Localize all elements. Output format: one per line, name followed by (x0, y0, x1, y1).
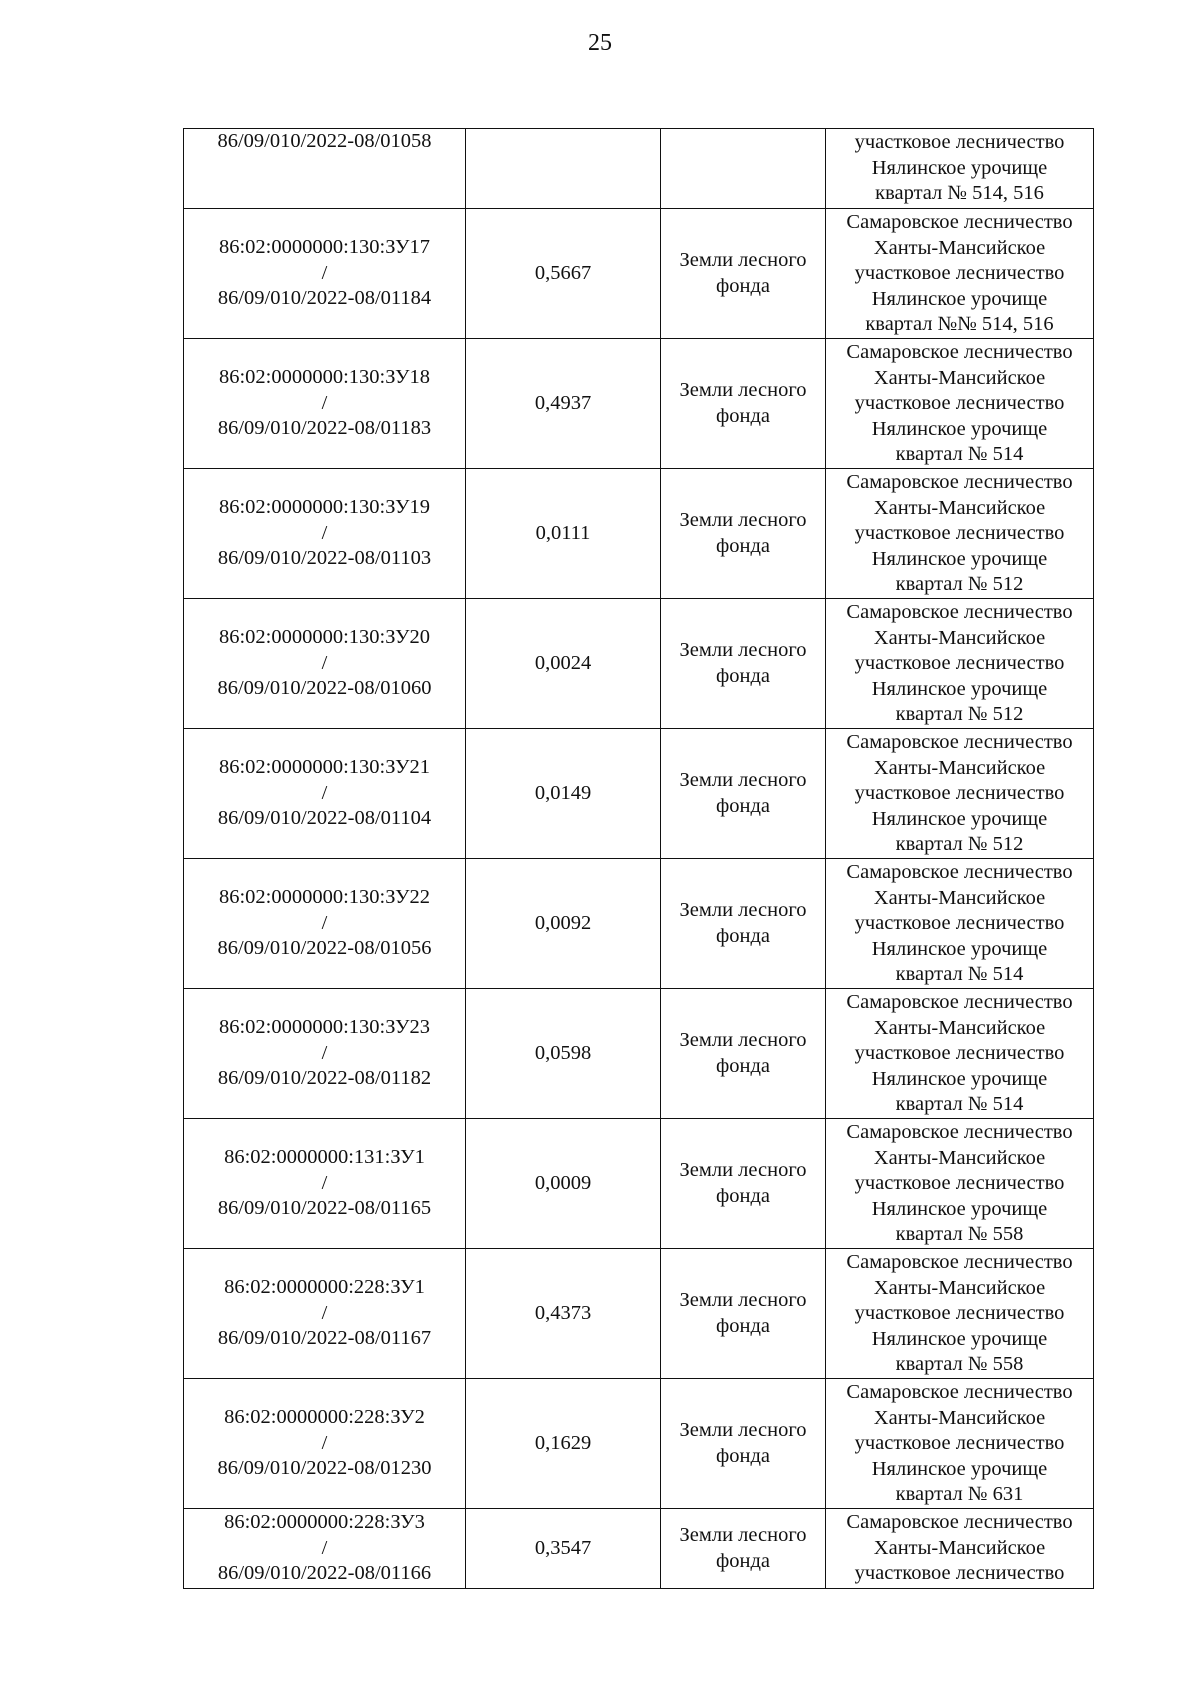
cadastral-number-cell (184, 129, 466, 209)
location-line: квартал № 514 (895, 443, 1024, 465)
cadastral-number-line: 86/09/010/2022-08/01230 (217, 1457, 432, 1480)
cadastral-number-line: / (321, 391, 328, 414)
location-cell (826, 339, 1094, 469)
area-value: 0,0598 (534, 1041, 592, 1064)
area-cell (466, 1119, 661, 1249)
land-category-cell (661, 859, 826, 989)
cadastral-number-line: 86:02:0000000:130:ЗУ18 (218, 366, 431, 389)
location-line: Нялинское урочище (871, 156, 1048, 179)
land-category-line: Земли лесного (679, 249, 807, 271)
location-cell (826, 1119, 1094, 1249)
table-row (184, 469, 1094, 599)
table-row (184, 1249, 1094, 1379)
cadastral-number-line: / (321, 1041, 328, 1064)
cadastral-number-line: / (321, 1171, 328, 1194)
land-category-line: фонда (715, 924, 771, 947)
cadastral-number-line: 86:02:0000000:130:ЗУ23 (218, 1016, 431, 1039)
location-line: участковое лесничество (854, 782, 1065, 804)
location-line: квартал № 514, 516 (875, 182, 1044, 204)
location-line: квартал № 512 (895, 573, 1024, 595)
location-line: Нялинское урочище (871, 1067, 1048, 1090)
location-line: Ханты-Мансийское (873, 496, 1046, 519)
location-cell (826, 1509, 1094, 1589)
location-line: Нялинское урочище (871, 937, 1048, 960)
cadastral-number-line: 86/09/010/2022-08/01060 (217, 677, 432, 700)
location-line: Ханты-Мансийское (873, 756, 1046, 779)
cadastral-number-cell (184, 1119, 466, 1249)
location-line: квартал № 558 (895, 1353, 1024, 1375)
cadastral-number-line: 86/09/010/2022-08/01166 (217, 1562, 432, 1585)
location-line: квартал № 514 (895, 1093, 1024, 1115)
table-row (184, 729, 1094, 859)
location-line: Нялинское урочище (871, 1197, 1048, 1220)
cadastral-number-line: 86:02:0000000:228:ЗУ3 (224, 1511, 425, 1534)
location-line: участковое лесничество (854, 1432, 1065, 1454)
location-cell (826, 729, 1094, 859)
area-cell (466, 599, 661, 729)
land-category-line: Земли лесного (679, 1029, 807, 1051)
cadastral-number-line: 86/09/010/2022-08/01104 (217, 807, 432, 830)
cadastral-number-line: / (321, 911, 328, 934)
table-body (184, 129, 1094, 1589)
location-line: участковое лесничество (854, 262, 1065, 284)
location-line: Ханты-Мансийское (873, 626, 1046, 649)
land-category-cell (661, 989, 826, 1119)
land-category-line: фонда (715, 664, 771, 687)
land-category-line: фонда (715, 1314, 771, 1337)
land-category-line: фонда (715, 534, 771, 557)
cadastral-number-line: 86/09/010/2022-08/01167 (217, 1327, 432, 1350)
cadastral-number-cell (184, 859, 466, 989)
cadastral-number-line: 86/09/010/2022-08/01183 (217, 417, 432, 440)
location-line: Самаровское лесничество (846, 1511, 1073, 1533)
cadastral-number-line: / (321, 521, 328, 544)
area-value: 0,0149 (534, 781, 592, 804)
location-line: квартал №№ 514, 516 (865, 313, 1054, 335)
land-category-line: фонда (715, 794, 771, 817)
land-category-line: Земли лесного (679, 1524, 807, 1546)
location-line: Ханты-Мансийское (873, 886, 1046, 909)
location-line: участковое лесничество (854, 652, 1065, 674)
land-category-cell (661, 339, 826, 469)
area-cell (466, 859, 661, 989)
cadastral-number-line: 86/09/010/2022-08/01184 (217, 287, 432, 310)
area-value: 0,3547 (534, 1536, 592, 1559)
land-category-cell (661, 1509, 826, 1589)
cadastral-number-cell (184, 1249, 466, 1379)
cadastral-number-line: / (321, 781, 328, 804)
cadastral-number-line: 86:02:0000000:130:ЗУ19 (218, 496, 431, 519)
table-row (184, 1379, 1094, 1509)
cadastral-number-line: / (321, 1301, 328, 1324)
cadastral-number-cell (184, 729, 466, 859)
table-row (184, 129, 1094, 209)
location-line: Нялинское урочище (871, 1327, 1048, 1350)
location-cell (826, 859, 1094, 989)
cadastral-number-cell (184, 599, 466, 729)
cadastral-number-line: 86:02:0000000:130:ЗУ17 (218, 236, 431, 259)
location-line: Самаровское лесничество (846, 1251, 1073, 1273)
cadastral-number-cell (184, 1379, 466, 1509)
land-category-line: фонда (715, 1054, 771, 1077)
table-row (184, 209, 1094, 339)
location-line: Нялинское урочище (871, 807, 1048, 830)
location-cell (826, 1379, 1094, 1509)
area-cell (466, 129, 661, 209)
location-line: участковое лесничество (854, 1172, 1065, 1194)
cadastral-number-line: / (321, 261, 328, 284)
area-value: 0,4373 (534, 1301, 592, 1324)
table-row (184, 859, 1094, 989)
location-line: участковое лесничество (854, 131, 1065, 153)
land-category-cell (661, 469, 826, 599)
land-category-cell (661, 1119, 826, 1249)
table-row (184, 1119, 1094, 1249)
location-line: участковое лесничество (854, 1042, 1065, 1064)
area-value: 0,4937 (534, 391, 592, 414)
location-line: участковое лесничество (854, 912, 1065, 934)
location-cell (826, 989, 1094, 1119)
location-line: Нялинское урочище (871, 547, 1048, 570)
area-value: 0,0111 (535, 521, 591, 544)
land-category-line: Земли лесного (679, 639, 807, 661)
land-category-line: Земли лесного (679, 769, 807, 791)
area-cell (466, 339, 661, 469)
location-line: Нялинское урочище (871, 1457, 1048, 1480)
cadastral-number-line: 86:02:0000000:228:ЗУ2 (224, 1406, 425, 1429)
location-line: участковое лесничество (854, 1562, 1065, 1584)
land-category-cell (661, 599, 826, 729)
location-line: Нялинское урочище (871, 417, 1048, 440)
location-line: участковое лесничество (854, 392, 1065, 414)
location-line: участковое лесничество (854, 522, 1065, 544)
land-category-cell (661, 209, 826, 339)
location-line: квартал № 512 (895, 703, 1024, 725)
location-line: Самаровское лесничество (846, 731, 1073, 753)
location-line: Самаровское лесничество (846, 991, 1073, 1013)
location-line: Самаровское лесничество (846, 1121, 1073, 1143)
land-category-line: фонда (715, 404, 771, 427)
area-cell (466, 469, 661, 599)
land-category-cell (661, 1249, 826, 1379)
area-cell (466, 1509, 661, 1589)
land-category-line: фонда (715, 1184, 771, 1207)
land-category-cell (661, 129, 826, 209)
location-line: участковое лесничество (854, 1302, 1065, 1324)
location-line: Ханты-Мансийское (873, 1016, 1046, 1039)
location-line: Ханты-Мансийское (873, 1536, 1046, 1559)
location-line: Ханты-Мансийское (873, 1146, 1046, 1169)
land-category-line: фонда (715, 1444, 771, 1467)
location-line: квартал № 631 (895, 1483, 1024, 1505)
area-value: 0,0024 (534, 651, 592, 674)
land-plots-table (183, 128, 1094, 1589)
land-category-line: фонда (715, 1549, 771, 1572)
location-line: квартал № 512 (895, 833, 1024, 855)
location-line: Ханты-Мансийское (873, 366, 1046, 389)
cadastral-number-cell (184, 1509, 466, 1589)
cadastral-number-line: 86/09/010/2022-08/01103 (217, 547, 432, 570)
area-value: 0,1629 (534, 1431, 592, 1454)
location-line: Самаровское лесничество (846, 341, 1073, 363)
location-line: Самаровское лесничество (846, 601, 1073, 623)
cadastral-number-cell (184, 209, 466, 339)
location-cell (826, 129, 1094, 209)
cadastral-number-cell (184, 469, 466, 599)
cadastral-number-line: / (321, 1536, 328, 1559)
area-value: 0,0092 (534, 911, 592, 934)
location-line: Самаровское лесничество (846, 861, 1073, 883)
location-line: Самаровское лесничество (846, 471, 1073, 493)
location-line: Самаровское лесничество (846, 211, 1073, 233)
cadastral-number-line: 86:02:0000000:131:ЗУ1 (224, 1146, 425, 1169)
table-row (184, 1509, 1094, 1589)
table-row (184, 339, 1094, 469)
land-category-line: Земли лесного (679, 379, 807, 401)
location-line: квартал № 558 (895, 1223, 1024, 1245)
area-value: 0,5667 (534, 261, 592, 284)
land-category-line: Земли лесного (679, 1159, 807, 1181)
land-category-line: Земли лесного (679, 899, 807, 921)
land-category-line: Земли лесного (679, 1419, 807, 1441)
cadastral-number-line: 86:02:0000000:130:ЗУ21 (218, 756, 431, 779)
location-line: Ханты-Мансийское (873, 1276, 1046, 1299)
area-value: 0,0009 (534, 1171, 592, 1194)
cadastral-number-line: 86/09/010/2022-08/01165 (217, 1197, 432, 1220)
area-cell (466, 1379, 661, 1509)
cadastral-number-line: 86/09/010/2022-08/01056 (217, 937, 432, 960)
location-line: Ханты-Мансийское (873, 1406, 1046, 1429)
table-row (184, 989, 1094, 1119)
area-cell (466, 209, 661, 339)
cadastral-number-line: / (321, 1431, 328, 1454)
cadastral-number-line: 86/09/010/2022-08/01182 (217, 1067, 432, 1090)
land-category-line: Земли лесного (679, 1289, 807, 1311)
cadastral-number-line: / (321, 651, 328, 674)
location-line: Нялинское урочище (871, 287, 1048, 310)
location-cell (826, 599, 1094, 729)
land-category-line: Земли лесного (679, 509, 807, 531)
cadastral-number-cell (184, 989, 466, 1119)
location-line: Самаровское лесничество (846, 1381, 1073, 1403)
location-cell (826, 1249, 1094, 1379)
cadastral-number-line: 86:02:0000000:130:ЗУ22 (218, 886, 431, 909)
area-cell (466, 989, 661, 1119)
area-cell (466, 729, 661, 859)
land-category-cell (661, 1379, 826, 1509)
location-line: квартал № 514 (895, 963, 1024, 985)
land-category-cell (661, 729, 826, 859)
location-cell (826, 469, 1094, 599)
table-row (184, 599, 1094, 729)
land-category-line: фонда (715, 274, 771, 297)
cadastral-number-line: 86:02:0000000:228:ЗУ1 (224, 1276, 425, 1299)
page-number: 25 (588, 30, 612, 56)
location-line: Ханты-Мансийское (873, 236, 1046, 259)
location-cell (826, 209, 1094, 339)
cadastral-number-line: 86:02:0000000:130:ЗУ20 (218, 626, 431, 649)
location-line: Нялинское урочище (871, 677, 1048, 700)
cadastral-number-line: 86/09/010/2022-08/01058 (217, 130, 432, 152)
cadastral-number-cell (184, 339, 466, 469)
area-cell (466, 1249, 661, 1379)
